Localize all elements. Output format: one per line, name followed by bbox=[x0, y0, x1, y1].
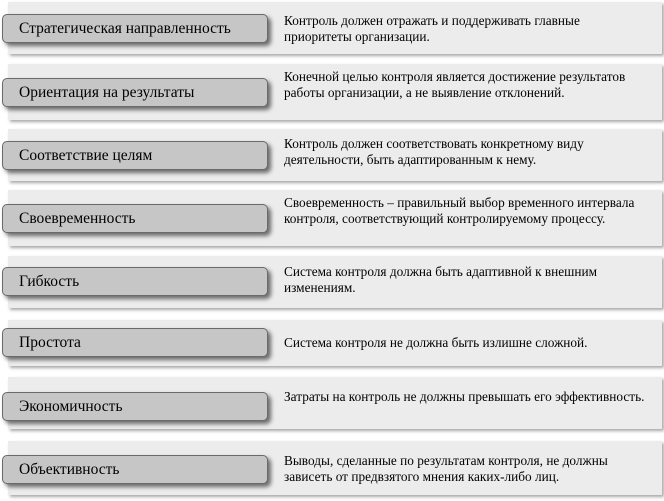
principle-row-goals bbox=[0, 127, 664, 183]
principle-description: Контроль должен соответствовать конкретному виду деятельности, быть адаптированным к нему. bbox=[284, 136, 584, 167]
principle-label: Своевременность bbox=[19, 209, 136, 227]
principle-row-results bbox=[0, 62, 664, 122]
principle-row-objectivity bbox=[0, 439, 664, 497]
principle-label-box bbox=[2, 455, 268, 484]
principle-label-box bbox=[2, 267, 268, 296]
principle-label: Экономичность bbox=[19, 397, 123, 415]
principle-label-box bbox=[2, 14, 268, 43]
principle-description: Затраты на контроль не должны превышать его эффективность. bbox=[284, 389, 645, 404]
principle-row-economy bbox=[0, 375, 664, 431]
principle-description: Конечной целью контроля является достижение результатов работы организации, а не выявление отклонений. bbox=[284, 69, 626, 100]
principle-description: Система контроля должна быть адаптивной к внешним изменениям. bbox=[284, 264, 598, 295]
principle-label: Соответствие целям bbox=[19, 146, 153, 164]
principle-label-box bbox=[2, 204, 268, 233]
principle-description: Своевременность – правильный выбор временного интервала контроля, соответствующий контролируемому процессу. bbox=[284, 195, 635, 226]
principle-label-box bbox=[2, 392, 268, 421]
principle-label: Объективность bbox=[19, 460, 120, 478]
principle-label-box bbox=[2, 78, 268, 107]
principle-description: Контроль должен отражать и поддерживать главные приоритеты организации. bbox=[284, 13, 580, 44]
principle-label-box bbox=[2, 141, 268, 170]
principle-label: Ориентация на результаты bbox=[19, 83, 195, 101]
principle-row-simplicity bbox=[0, 318, 664, 368]
principle-label-box bbox=[2, 328, 268, 357]
principle-row-timeliness bbox=[0, 188, 664, 248]
principle-description: Система контроля не должна быть излишне сложной. bbox=[284, 335, 588, 350]
principle-label: Стратегическая направленность bbox=[19, 19, 231, 37]
principle-row-flexibility bbox=[0, 254, 664, 310]
principle-label: Простота bbox=[19, 333, 81, 351]
principle-row-strategic bbox=[0, 0, 664, 56]
principle-label: Гибкость bbox=[19, 272, 80, 290]
principle-description: Выводы, сделанные по результатам контроля, не должны зависеть от предвзятого мнения каких-либо лиц. bbox=[284, 453, 608, 484]
